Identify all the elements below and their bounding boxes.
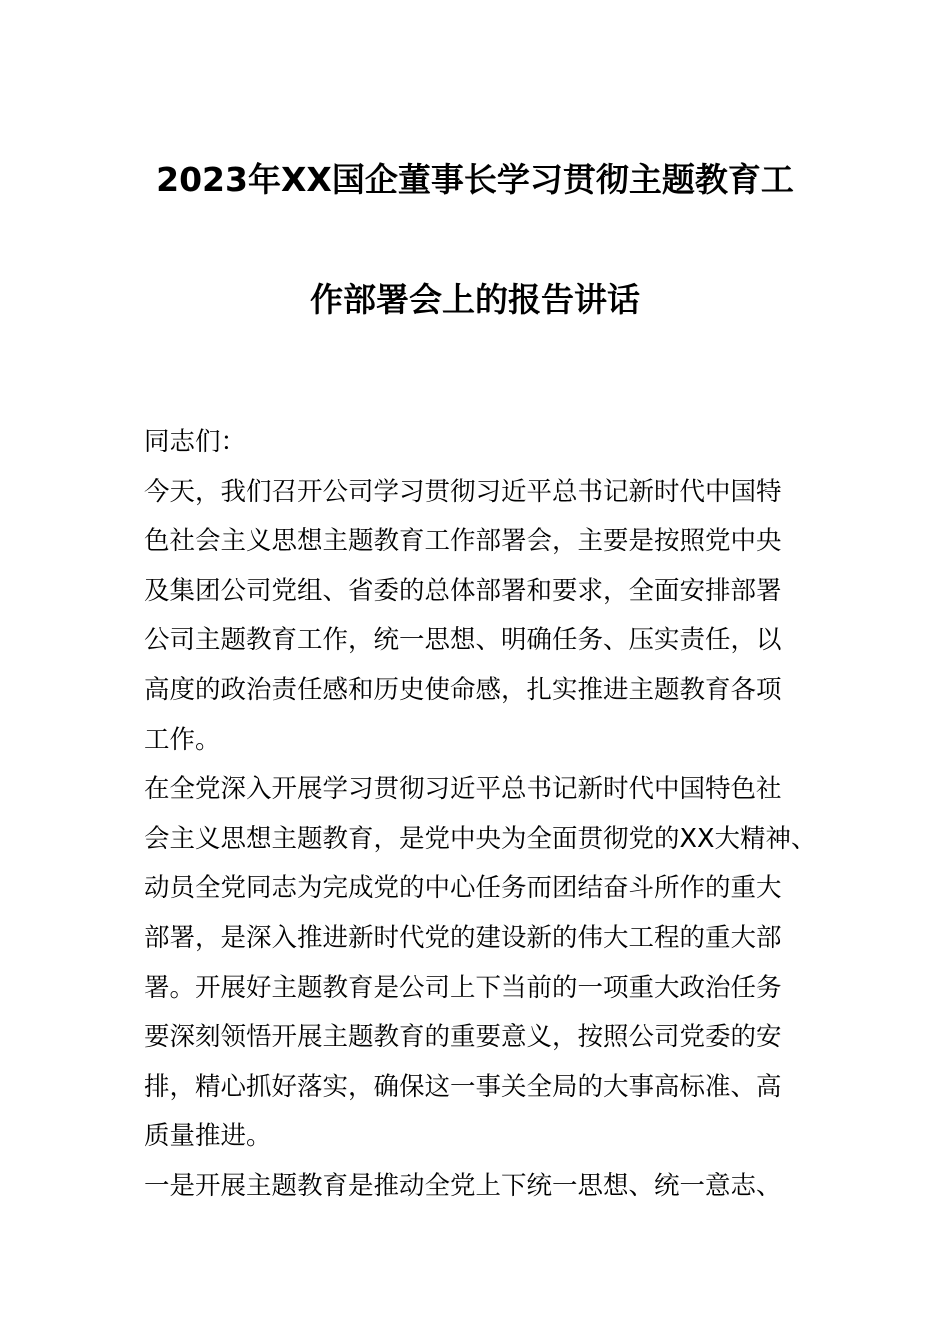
body-line: 一是开展主题教育是推动全党上下统一思想、统一意志、 xyxy=(144,1170,782,1201)
body-line: 质量推进。 xyxy=(144,1121,272,1152)
body-line: 要深刻领悟开展主题教育的重要意义，按照公司党委的安 xyxy=(144,1022,782,1053)
body-line: 公司主题教育工作，统一思想、明确任务、压实责任，以 xyxy=(144,625,782,656)
body-line: 署。开展好主题教育是公司上下当前的一项重大政治任务 xyxy=(144,972,782,1003)
body-line: 色社会主义思想主题教育工作部署会，主要是按照党中央 xyxy=(144,526,782,557)
body-line: 高度的政治责任感和历史使命感，扎实推进主题教育各项 xyxy=(144,674,782,705)
body-line: 排，精心抓好落实，确保这一事关全局的大事高标准、高 xyxy=(144,1071,782,1102)
body-line: 工作。 xyxy=(144,724,221,755)
body-line: 在全党深入开展学习贯彻习近平总书记新时代中国特色社 xyxy=(144,774,782,805)
salutation: 同志们： xyxy=(144,427,247,457)
body-line: 会主义思想主题教育，是党中央为全面贯彻党的XX大精神、 xyxy=(144,823,817,854)
document-title-line-2: 作部署会上的报告讲话 xyxy=(310,280,640,319)
body-line: 动员全党同志为完成党的中心任务而团结奋斗所作的重大 xyxy=(144,873,782,904)
body-line: 部署，是深入推进新时代党的建设新的伟大工程的重大部 xyxy=(144,922,782,953)
body-line: 及集团公司党组、省委的总体部署和要求，全面安排部署 xyxy=(144,575,782,606)
document-title-line-1: 2023年XX国企董事长学习贯彻主题教育工 xyxy=(156,160,794,199)
document-body xyxy=(144,418,824,1212)
body-line: 今天，我们召开公司学习贯彻习近平总书记新时代中国特 xyxy=(144,476,782,507)
